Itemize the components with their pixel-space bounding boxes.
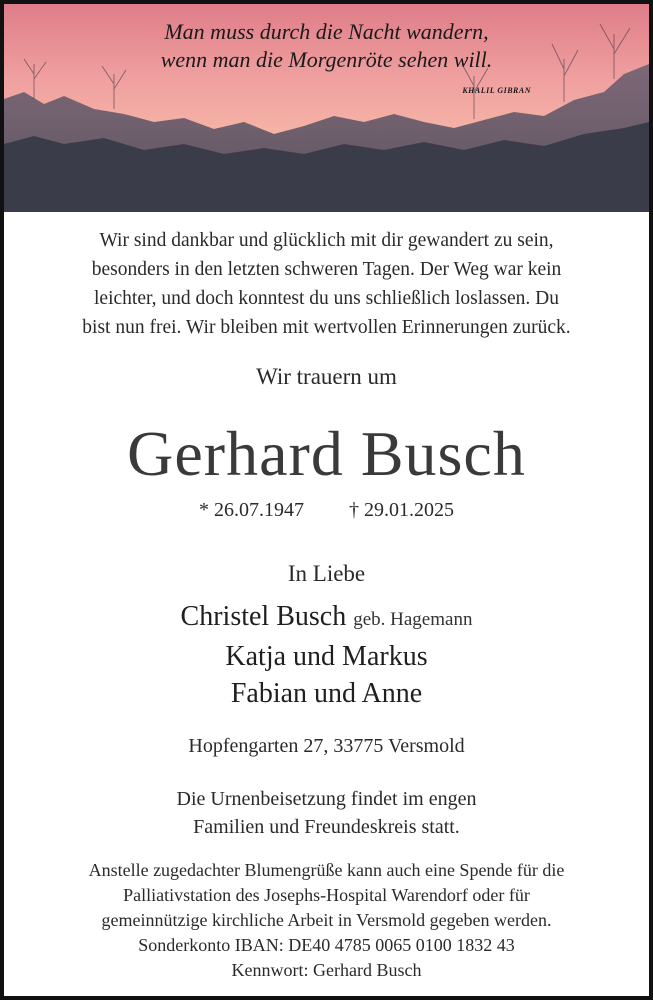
- deceased-name: Gerhard Busch: [127, 418, 526, 489]
- sunrise-photo: [4, 4, 649, 212]
- donation-line-3: gemeinnützige kirchliche Arbeit in Versmold gegeben werden.: [101, 910, 552, 930]
- intro-line-3: leichter, und doch konntest du uns schließlich loslassen. Du: [94, 288, 559, 309]
- family-line-2: Katja und Markus: [225, 641, 428, 672]
- quote-line-1: Man muss durch die Nacht wandern,: [164, 19, 489, 44]
- donation-iban: Sonderkonto IBAN: DE40 4785 0065 0100 1832 43: [138, 935, 515, 955]
- intro-line-1: Wir sind dankbar und glücklich mit dir gewandert zu sein,: [99, 230, 554, 251]
- maiden-name: geb. Hagemann: [353, 609, 473, 630]
- donation-line-1: Anstelle zugedachter Blumengrüße kann auch eine Spende für die: [88, 860, 565, 880]
- life-dates: [4, 499, 649, 522]
- urn-notice: [4, 785, 649, 841]
- intro-line-2: besonders in den letzten schweren Tagen. Der Weg war kein: [91, 259, 562, 280]
- mourning-label: Wir trauern um: [256, 364, 397, 389]
- intro-line-4: bist nun frei. Wir bleiben mit wertvollen Erinnerungen zurück.: [82, 317, 571, 338]
- quote-author: KHALIL GIBRAN: [462, 86, 531, 95]
- quote-line-2: wenn man die Morgenröte sehen will.: [160, 47, 493, 72]
- urn-notice-line-2: Familien und Freundeskreis statt.: [193, 816, 460, 838]
- intro-text: [4, 226, 649, 342]
- love-label: In Liebe: [287, 561, 366, 586]
- donation-line-2: Palliativstation des Josephs-Hospital Warendorf oder für: [123, 885, 530, 905]
- death-date: † 29.01.2025: [349, 499, 454, 521]
- family-line-3: Fabian und Anne: [230, 678, 423, 709]
- urn-notice-line-1: Die Urnenbeisetzung findet im engen: [176, 788, 477, 810]
- quote: [4, 18, 649, 74]
- donation-keyword: Kennwort: Gerhard Busch: [231, 960, 422, 980]
- address: Hopfengarten 27, 33775 Versmold: [188, 735, 465, 757]
- family-member-name: Christel Busch: [180, 601, 347, 632]
- birth-date: * 26.07.1947: [199, 499, 304, 521]
- donation-notice: [4, 858, 649, 983]
- family-line-1: [4, 601, 649, 633]
